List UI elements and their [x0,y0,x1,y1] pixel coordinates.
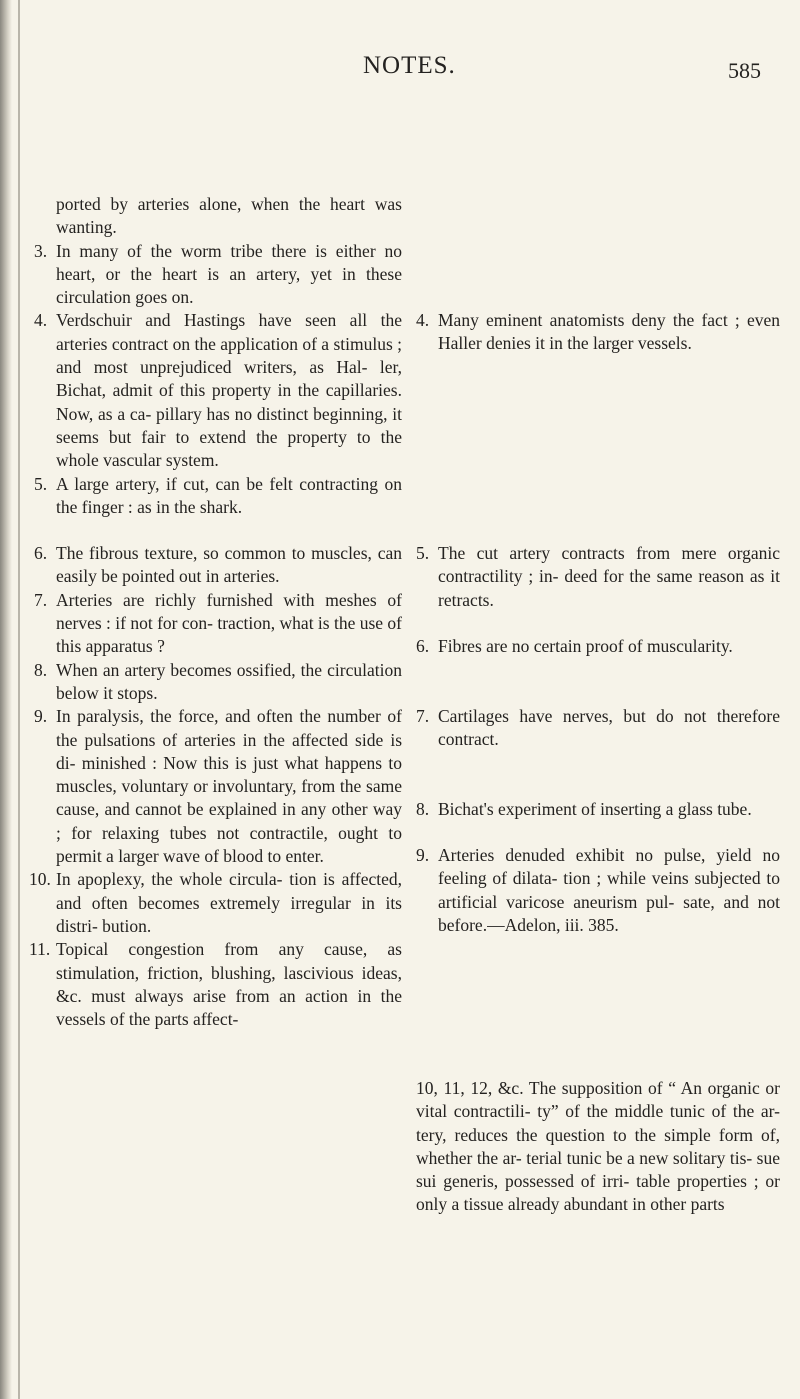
note-text: Verdschuir and Hastings have seen all the arteries contract on the application of a stimulus ; and most unprejudiced writers, as Hal- ler, Bichat, admit of this property in the capillaries. Now, as a ca- pillary has no distinct beginning, it seems but fair to extend the property to the whole vascular system. [56,310,403,471]
note-number: 4. [416,310,430,330]
note-number: 7. [416,706,430,726]
note-text: Fibres are no certain proof of muscularity. [438,636,733,656]
left-note-6 [34,542,402,589]
note-number: 8. [416,799,430,819]
left-note-3 [34,240,402,310]
left-note-11 [29,938,402,1031]
note-number: 8. [34,659,48,680]
note-text: The fibrous texture, so common to muscles, can easily be pointed out in arteries. [56,543,402,587]
note-text: Many eminent anatomists deny the fact ; even Haller denies it in the larger vessels. [438,310,780,354]
spine-rule [18,0,20,1399]
note-text: In apoplexy, the whole circula- tion is affected, and often becomes extremely irregular in its distri- bution. [56,869,402,936]
right-note-10-12 [416,1077,780,1217]
note-number: 11. [29,939,51,960]
note-text: ported by arteries alone, when the heart was wanting. [56,194,402,238]
running-head: NOTES. [363,52,456,79]
note-number: 10. [29,869,51,890]
page-spine-shadow [0,0,12,1399]
note-number: 5. [34,473,48,494]
note-text: Arteries denuded exhibit no pulse, yield no feeling of dilata- tion ; while veins subjected to artificial varicose aneurism pul- sate, and not before.—Adelon, iii. 385. [438,845,780,935]
right-note-5 [416,542,780,612]
right-note-8 [416,798,780,821]
note-text: Arteries are richly furnished with meshes of nerves : if not for con- traction, what is the use of this apparatus ? [56,589,403,657]
left-note-10 [29,868,402,938]
right-note-7 [416,705,780,752]
note-number: 3. [34,240,48,261]
note-text: The supposition of “ An organic or vital contractili- ty” of the middle tunic of the ar- tery, reduces the question to the simple form of, whether the ar- terial tunic be a new solitary tis- sue sui generis, possessed of irri- table properties ; or only a tissue already abundant in other parts [416,1078,781,1215]
note-number: 4. [34,310,48,331]
note-number: 7. [34,589,48,610]
left-note-5 [34,473,402,520]
right-note-9 [416,844,780,937]
note-number: 10, 11, 12, &c. [416,1078,524,1098]
left-note-8 [34,659,402,706]
right-note-6 [416,635,780,658]
left-note-9 [34,705,402,868]
left-column [29,193,403,1031]
note-number: 9. [416,845,430,865]
page-header [0,52,800,92]
note-text: In many of the worm tribe there is either no heart, or the heart is an artery, yet in these circulation goes on. [56,240,402,308]
note-text: Bichat's experiment of inserting a glass tube. [438,799,752,819]
note-text: In paralysis, the force, and often the number of the pulsations of arteries in the affected side is di- minished : Now this is just what happens to muscles, voluntary or involuntary, from the same cause, and cannot be explained in any other way ; for relaxing tubes not contractile, ought to permit a larger wave of blood to enter. [56,706,402,867]
note-number: 6. [416,636,430,656]
note-text: A large artery, if cut, can be felt contracting on the finger : as in the shark. [56,473,402,517]
note-text: Topical congestion from any cause, as stimulation, friction, blushing, lascivious ideas, &c. must always arise from an action in the vessels of the parts affect- [56,939,402,1030]
note-text: When an artery becomes ossified, the circulation below it stops. [56,659,402,703]
left-note-7 [34,589,402,659]
note-text: The cut artery contracts from mere organic contractility ; in- deed for the same reason as it retracts. [438,543,780,610]
left-note-continued [34,193,402,240]
right-column [416,309,780,1369]
page-number: 585 [728,58,761,83]
note-number: 9. [34,706,48,727]
left-note-4 [34,309,402,472]
note-text: Cartilages have nerves, but do not therefore contract. [438,706,780,750]
right-note-4 [416,309,780,356]
note-number: 5. [416,543,430,563]
note-number: 6. [34,543,48,564]
